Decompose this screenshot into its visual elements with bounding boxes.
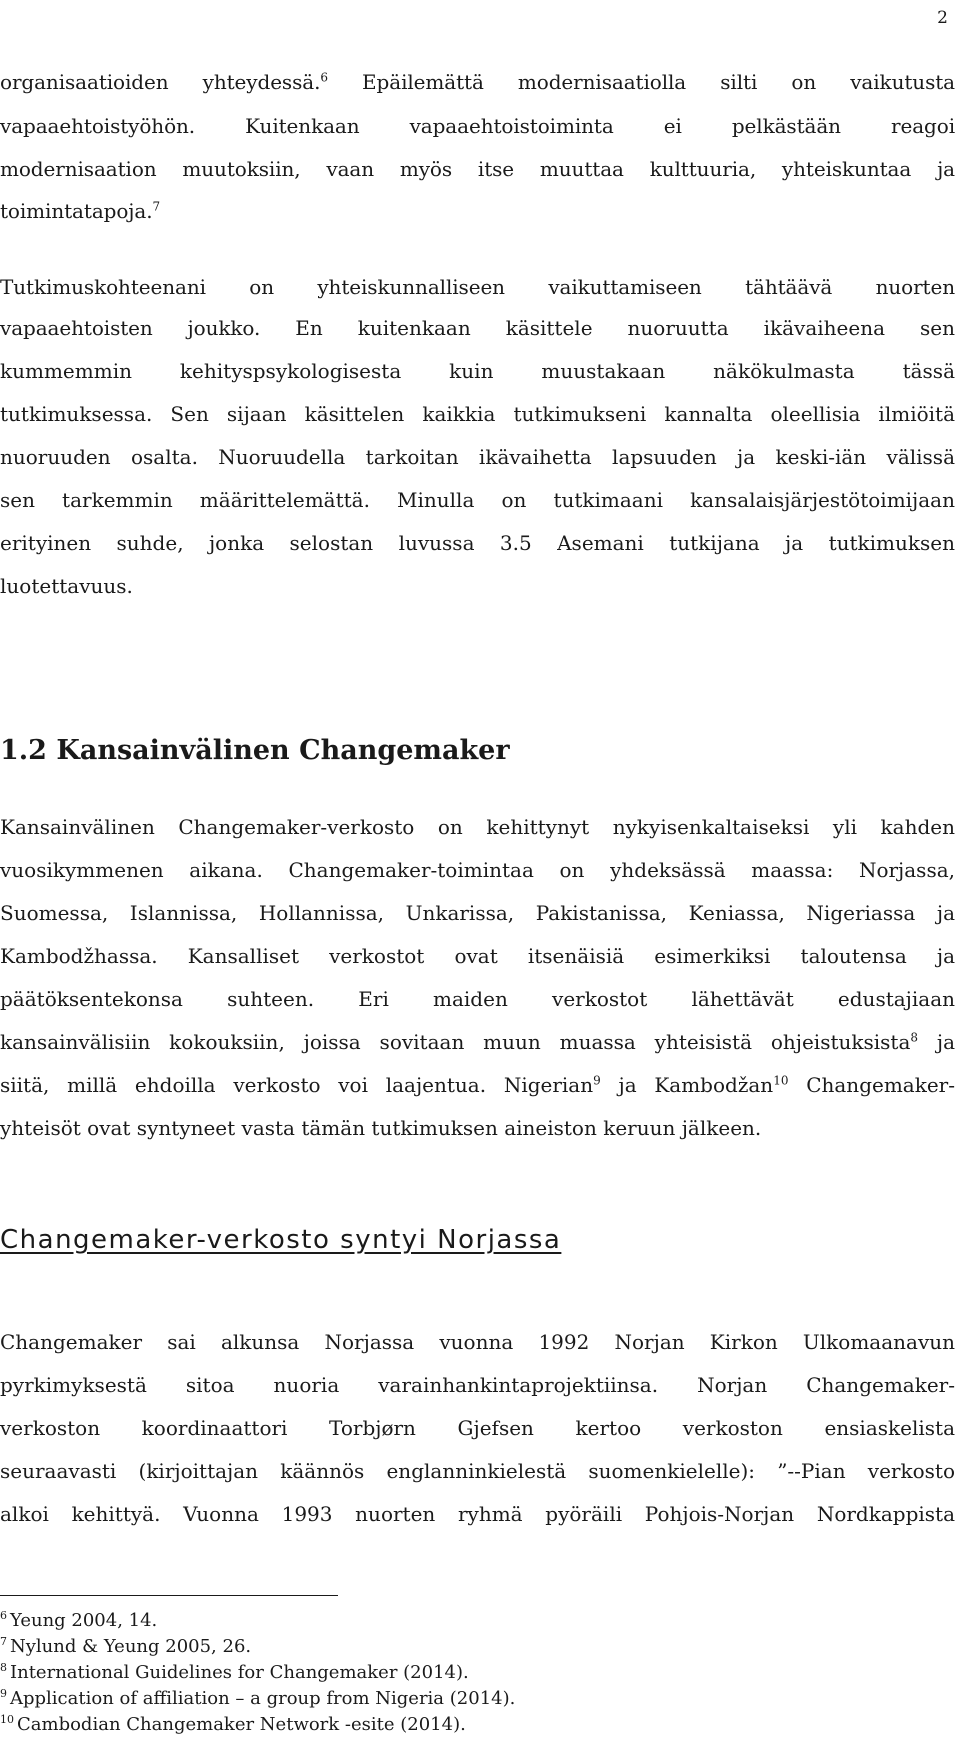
section-heading: 1.2 Kansainvälinen Changemaker (0, 735, 510, 766)
text-line: erityinen suhde, jonka selostan luvussa 3.5 Asemani tutkijana ja tutkimuksen (0, 531, 955, 555)
text-line: kummemmin kehityspsykologisesta kuin muustakaan näkökulmasta tässä (0, 359, 955, 383)
text-run: tutkimuksessa. (0, 402, 153, 426)
footnote-number: 7 (0, 1635, 7, 1648)
footnote-number: 6 (0, 1609, 7, 1622)
footnote (0, 1714, 466, 1735)
footnote-number: 10 (0, 1713, 14, 1726)
text-line: Suomessa, Islannissa, Hollannissa, Unkarissa, Pakistanissa, Keniassa, Nigeriassa ja (0, 901, 955, 925)
text-line (0, 70, 955, 94)
footnote-text: International Guidelines for Changemaker (2014). (10, 1662, 469, 1683)
text-line: yhteisöt ovat syntyneet vasta tämän tutkimuksen aineiston keruun jälkeen. (0, 1116, 762, 1140)
footnote-ref[interactable]: 8 (910, 1030, 919, 1045)
text-run: Epäilemättä modernisaatiolla silti on vaikutusta (327, 70, 955, 94)
text-line (0, 1030, 955, 1054)
footnote-text: Application of affiliation – a group from Nigeria (2014). (10, 1688, 516, 1709)
text-line: modernisaation muutoksiin, vaan myös itse muuttaa kulttuuria, yhteiskuntaa ja (0, 157, 955, 181)
footnote-text: Nylund & Yeung 2005, 26. (10, 1636, 252, 1657)
text-run: toimintatapoja. (0, 199, 153, 223)
footnote-ref[interactable]: 10 (773, 1073, 789, 1088)
page-number: 2 (937, 8, 948, 28)
text-run: Sen sijaan käsittelen kaikkia tutkimukseni kannalta oleellisia ilmiöitä (152, 402, 955, 426)
text-line: Kambodžhassa. Kansalliset verkostot ovat itsenäisiä esimerkiksi taloutensa ja (0, 944, 955, 968)
text-line: sen tarkemmin määrittelemättä. Minulla on tutkimaani kansalaisjärjestötoimijaan (0, 488, 955, 512)
subsection-heading: Changemaker-verkosto syntyi Norjassa (0, 1225, 562, 1255)
footnote-separator (0, 1595, 338, 1596)
text-run: vapaaehtoisten joukko. (0, 316, 261, 340)
text-line: luotettavuus. (0, 574, 133, 598)
text-line: nuoruuden osalta. Nuoruudella tarkoitan ikävaihetta lapsuuden ja keski-iän välissä (0, 445, 955, 469)
text-line (0, 316, 955, 340)
footnote-ref[interactable]: 6 (320, 70, 328, 85)
text-line: seuraavasti (kirjoittajan käännös englanninkielestä suomenkielelle): ”--Pian verkosto (0, 1459, 955, 1483)
text-run: ja (918, 1030, 955, 1054)
text-line: alkoi kehittyä. Vuonna 1993 nuorten ryhmä pyöräili Pohjois-Norjan Nordkappista (0, 1502, 955, 1526)
text-line: verkoston koordinaattori Torbjørn Gjefsen kertoo verkoston ensiaskelista (0, 1416, 955, 1440)
text-line: Changemaker sai alkunsa Norjassa vuonna 1992 Norjan Kirkon Ulkomaanavun (0, 1330, 955, 1354)
footnote (0, 1610, 157, 1631)
footnote (0, 1636, 251, 1657)
text-line: päätöksentekonsa suhteen. Eri maiden verkostot lähettävät edustajiaan (0, 987, 955, 1011)
footnote-number: 9 (0, 1687, 7, 1700)
footnote (0, 1662, 469, 1683)
text-line (0, 1073, 955, 1097)
text-line: pyrkimyksestä sitoa nuoria varainhankintaprojektiinsa. Norjan Changemaker- (0, 1373, 955, 1397)
text-run: kansainvälisiin kokouksiin, joissa sovitaan muun muassa yhteisistä ohjeistuksista (0, 1030, 911, 1054)
footnote-number: 8 (0, 1661, 7, 1674)
text-run: organisaatioiden yhteydessä. (0, 70, 321, 94)
footnote-ref[interactable]: 9 (593, 1073, 601, 1088)
footnote-ref[interactable]: 7 (152, 199, 161, 214)
text-run: ja Kambodžan (600, 1073, 774, 1097)
text-line: vuosikymmenen aikana. Changemaker-toimintaa on yhdeksässä maassa: Norjassa, (0, 858, 955, 882)
text-run: Changemaker- (788, 1073, 955, 1097)
text-line: vapaaehtoistyöhön. Kuitenkaan vapaaehtoistoiminta ei pelkästään reagoi (0, 114, 955, 138)
text-line (0, 199, 955, 223)
text-line: Tutkimuskohteenani on yhteiskunnalliseen vaikuttamiseen tähtäävä nuorten (0, 275, 955, 299)
footnote (0, 1688, 515, 1709)
text-run: siitä, millä ehdoilla verkosto voi laajentua. Nigerian (0, 1073, 594, 1097)
text-line (0, 402, 955, 426)
text-run: En kuitenkaan käsittele nuoruutta ikävaiheena sen (260, 316, 955, 340)
footnote-text: Yeung 2004, 14. (10, 1610, 158, 1631)
text-line: Kansainvälinen Changemaker-verkosto on kehittynyt nykyisenkaltaiseksi yli kahden (0, 815, 955, 839)
footnote-text: Cambodian Changemaker Network -esite (2014). (17, 1714, 466, 1735)
